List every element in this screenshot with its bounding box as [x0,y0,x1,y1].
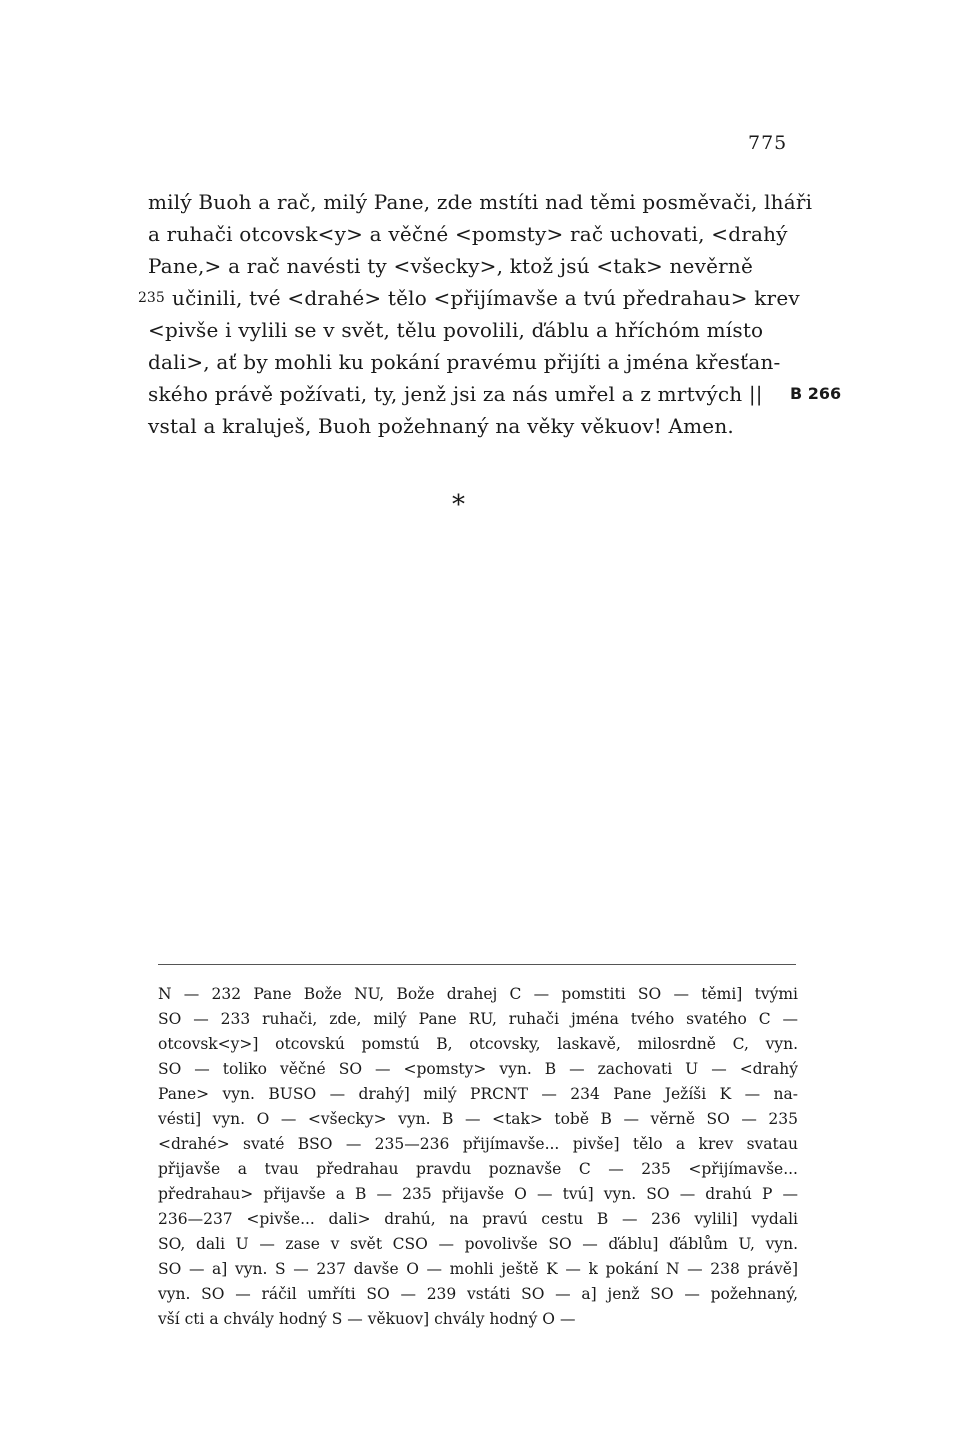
footnote-rule [158,964,796,965]
apparatus-line: předrahau> přijavše a B — 235 přijavše O — tvú] vyn. SO — drahú P — [158,1185,798,1203]
apparatus-line: vší cti a chvály hodný S — věkuov] chvály hodný O — [158,1310,576,1328]
text-line: <pivše i vylili se v svět, tělu povolili, ďáblu a hříchóm místo [148,318,764,342]
text-line: ského právě požívati, ty, jenž jsi za nás umřel a z mrtvých || [148,382,763,406]
margin-reference: B 266 [790,384,842,403]
apparatus-line: přijavše a tvau předrahau pravdu poznavše C — 235 <přijímavše... [158,1160,798,1178]
apparatus-line: vyn. SO — ráčil umříti SO — 239 vstáti SO — a] jenž SO — požehnaný, [158,1285,798,1303]
section-separator: * [452,490,465,520]
text-line: vstal a kraluješ, Buoh požehnaný na věky věkuov! Amen. [148,414,734,438]
apparatus-line: otcovsk<y>] otcovskú pomstú B, otcovsky, laskavě, milosrdně C, vyn. [158,1035,798,1053]
apparatus-line: Pane> vyn. BUSO — drahý] milý PRCNT — 234 Pane Ježíši K — na- [158,1085,798,1103]
text-line: dali>, ať by mohli ku pokání pravému přijíti a jména křesťan- [148,350,781,374]
text-line: Pane,> a rač navésti ty <všecky>, ktož jsú <tak> nevěrně [148,254,754,278]
line-number: 235 [138,290,165,306]
apparatus-line: SO, dali U — zase v svět CSO — povolivše SO — ďáblu] ďáblům U, vyn. [158,1235,798,1253]
apparatus-line: SO — 233 ruhači, zde, milý Pane RU, ruhači jména tvého svatého C — [158,1010,798,1028]
page-number: 775 [748,132,788,154]
apparatus-line: vésti] vyn. O — <všecky> vyn. B — <tak> tobě B — věrně SO — 235 [158,1110,798,1128]
apparatus-line: N — 232 Pane Bože NU, Bože drahej C — pomstiti SO — těmi] tvými [158,985,798,1003]
apparatus-line: SO — a] vyn. S — 237 davše O — mohli ještě K — k pokání N — 238 právě] [158,1260,798,1278]
apparatus-line: <drahé> svaté BSO — 235—236 přijímavše... pivše] tělo a krev svatau [158,1135,798,1153]
text-line: milý Buoh a rač, milý Pane, zde mstíti nad těmi posměvači, lháři [148,190,813,214]
text-line: a ruhači otcovsk<y> a věčné <pomsty> rač uchovati, <drahý [148,222,788,246]
text-line: učinili, tvé <drahé> tělo <přijímavše a tvú předrahau> krev [172,286,800,310]
apparatus-line: 236—237 <pivše... dali> drahú, na pravú cestu B — 236 vylili] vydali [158,1210,798,1228]
apparatus-line: SO — toliko věčné SO — <pomsty> vyn. B — zachovati U — <drahý [158,1060,798,1078]
